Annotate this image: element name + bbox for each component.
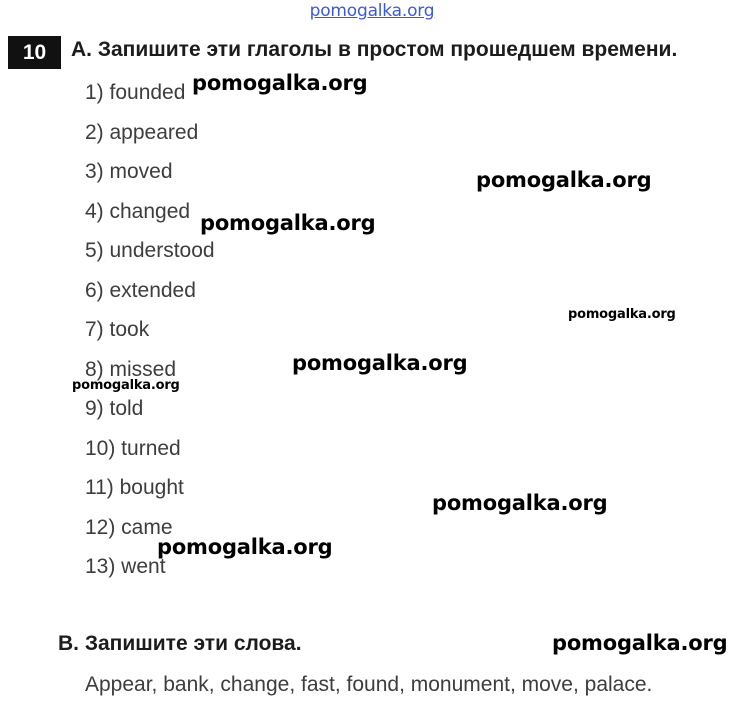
watermark-text: pomogalka.org (292, 351, 468, 375)
list-item: 8) missed (85, 357, 177, 381)
list-item: 11) bought (85, 476, 184, 499)
part-b-title: B. Запишите эти слова. (58, 632, 302, 655)
list-item: 10) turned (85, 436, 181, 460)
watermark-text: pomogalka.org (432, 491, 608, 515)
answer-list (85, 79, 215, 593)
watermark-text: pomogalka.org (476, 168, 652, 192)
list-item: 2) appeared (85, 120, 199, 144)
list-item: 1) founded (85, 81, 186, 104)
list-item: 13) went (85, 555, 166, 578)
part-a-title: A. Запишите эти глаголы в простом прошедшем времени. (71, 38, 678, 61)
watermark-text: pomogalka.org (568, 307, 676, 322)
list-item: 7) took (85, 318, 150, 341)
list-item: 5) understood (85, 239, 215, 262)
exercise-number-badge: 10 (8, 36, 61, 69)
watermark-text: pomogalka.org (192, 71, 368, 95)
list-item: 4) changed (85, 199, 191, 223)
list-item: 6) extended (85, 278, 196, 302)
watermark-text: pomogalka.org (72, 378, 180, 393)
watermark-text: pomogalka.org (552, 631, 728, 655)
watermark-top-link[interactable]: pomogalka.org (309, 1, 435, 21)
list-item: 9) told (85, 397, 144, 420)
watermark-text: pomogalka.org (200, 211, 376, 235)
list-item: 12) came (85, 515, 173, 539)
watermark-text: pomogalka.org (157, 535, 333, 559)
list-item: 3) moved (85, 160, 173, 183)
part-b-word-list: Appear, bank, change, fast, found, monument, move, palace. (85, 673, 653, 696)
